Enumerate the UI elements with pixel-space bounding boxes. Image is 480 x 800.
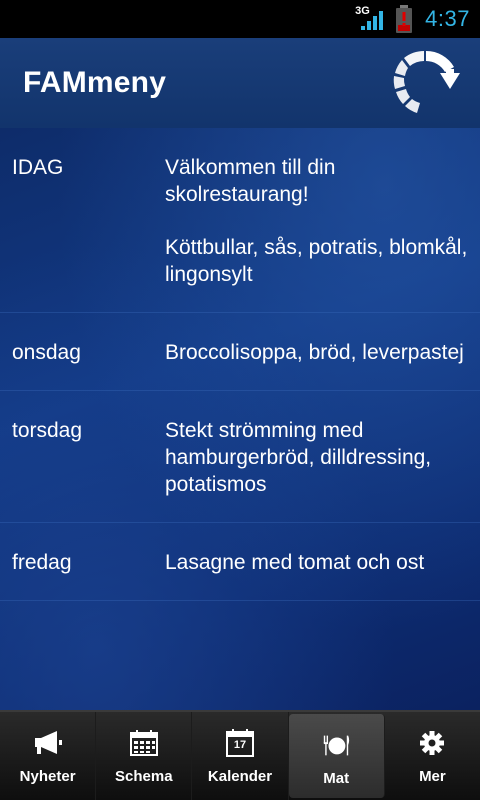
tab-label: Nyheter [19, 768, 76, 785]
calendar-day-number: 17 [233, 739, 247, 751]
menu-item: Välkommen till din skolrestaurang! [165, 156, 336, 206]
tab-bar [0, 710, 480, 800]
menu-item: Broccolisoppa, bröd, leverpastej [165, 341, 464, 364]
calendar-grid-icon [129, 728, 159, 758]
megaphone-icon [33, 728, 63, 758]
menu-row-idag [0, 128, 480, 313]
tab-label: Kalender [207, 768, 273, 785]
gear-icon [417, 728, 447, 758]
signal-icon [355, 6, 385, 32]
tab-mat[interactable] [289, 714, 385, 798]
tab-label: Mat [323, 770, 350, 787]
app-header [0, 38, 480, 128]
status-bar [0, 0, 480, 38]
menu-day: IDAG [12, 156, 64, 179]
tab-label: Schema [115, 768, 173, 785]
menu-list[interactable] [0, 128, 480, 710]
menu-item: Stekt strömming med hamburgerbröd, dilldressing, potatismos [165, 419, 432, 496]
menu-item: Lasagne med tomat och ost [165, 551, 425, 574]
menu-items [165, 523, 480, 600]
tab-schema[interactable] [96, 712, 192, 800]
menu-items [165, 313, 480, 390]
tab-nyheter[interactable] [0, 712, 96, 800]
menu-row-fredag [0, 523, 480, 601]
menu-day: torsdag [12, 419, 83, 442]
tab-kalender[interactable] [192, 712, 288, 800]
menu-items [165, 128, 480, 312]
clock: 4:37 [425, 6, 470, 31]
calendar-icon [225, 728, 255, 758]
menu-items [165, 391, 480, 522]
battery-alert-icon [393, 4, 415, 34]
app-title: FAMmeny [23, 66, 167, 99]
refresh-icon [388, 45, 464, 121]
food-icon [321, 730, 351, 760]
menu-day: onsdag [12, 341, 81, 364]
menu-row-torsdag [0, 391, 480, 523]
menu-row-onsdag [0, 313, 480, 391]
network-type: 3G [355, 5, 370, 17]
tab-mer[interactable] [385, 712, 480, 800]
refresh-button[interactable] [388, 45, 464, 121]
menu-day: fredag [12, 551, 72, 574]
tab-label: Mer [419, 768, 446, 785]
menu-item: Köttbullar, sås, potratis, blomkål, lingonsylt [165, 236, 468, 286]
